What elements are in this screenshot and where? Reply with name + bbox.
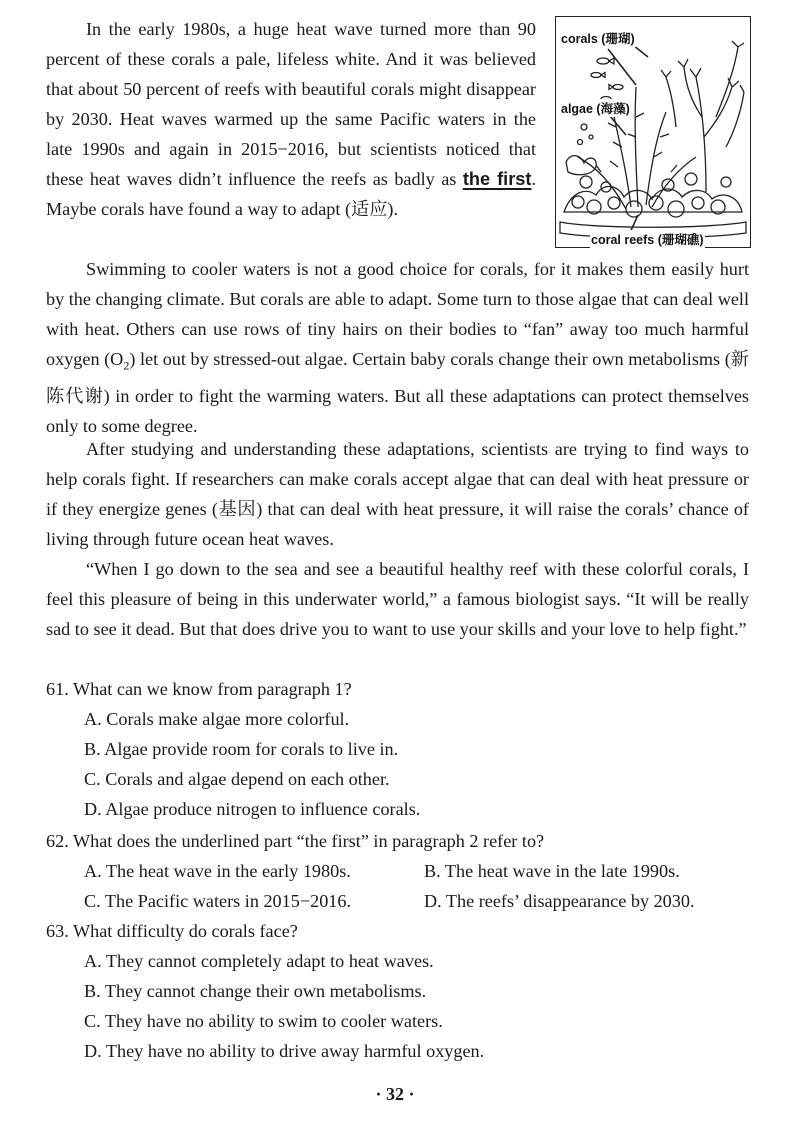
coral-reef-drawing	[556, 17, 749, 246]
paragraph-1-text-start: In the early 1980s, a huge heat wave turned more than 90 percent of these corals a pale, lifeless white. And it was believed that about 50 percent of reefs with beautiful corals might disappear by 2030. Heat waves warmed up the same Pacific waters in the late 1990s and again in 2015−2016, but scientists noticed that these heat waves didn’t influence the reefs as badly as	[46, 19, 536, 189]
oxygen-subscript: 2	[123, 358, 130, 373]
underlined-phrase: the first	[462, 169, 532, 189]
question-63-option-b: B. They cannot change their own metabolisms.	[84, 981, 427, 1001]
coral-reef-illustration	[555, 16, 751, 248]
question-61-option-d: D. Algae produce nitrogen to influence corals.	[84, 799, 421, 819]
question-62-option-b: B. The heat wave in the late 1990s.	[424, 861, 680, 881]
paragraph-2-text-start: Swimming to cooler waters is not a good choice for corals, for it makes them easily hurt by the changing climate. But corals are able to adapt. Some turn to those algae that can deal well with heat. Others can use rows of tiny hairs on their bodies to “fan” away too much harmful oxygen (O	[46, 259, 750, 369]
figure-label-algae: algae (海藻)	[560, 99, 631, 117]
figure-label-corals: corals (珊瑚)	[560, 29, 636, 47]
paragraph-1	[46, 14, 536, 224]
question-62-option-c: C. The Pacific waters in 2015−2016.	[84, 891, 352, 911]
question-61-stem: 61. What can we know from paragraph 1?	[46, 679, 352, 699]
paragraph-4: “When I go down to the sea and see a beautiful healthy reef with these colorful corals, I feel this pleasure of being in this underwater world,” a famous biologist says. “It will be really sad to see it dead. But that does drive you to want to use your skills and your love to help fight.”	[46, 559, 749, 639]
bubbles	[578, 124, 594, 145]
question-61-option-c: C. Corals and algae depend on each other.	[84, 769, 390, 789]
question-62-option-d: D. The reefs’ disappearance by 2030.	[424, 891, 695, 911]
fish-shapes	[591, 58, 623, 102]
figure-label-coral-reefs: coral reefs (珊瑚礁)	[590, 230, 705, 248]
paragraph-2	[46, 254, 749, 441]
question-63-option-d: D. They have no ability to drive away harmful oxygen.	[84, 1041, 485, 1061]
question-61-option-a: A. Corals make algae more colorful.	[84, 709, 350, 729]
paragraph-1-text-end: . Maybe corals have found a way to adapt (适应).	[46, 169, 536, 219]
question-62-option-a: A. The heat wave in the early 1980s.	[84, 861, 351, 881]
question-62-stem: 62. What does the underlined part “the first” in paragraph 2 refer to?	[46, 831, 545, 851]
question-63-stem: 63. What difficulty do corals face?	[46, 921, 298, 941]
question-63-option-a: A. They cannot completely adapt to heat waves.	[84, 951, 434, 971]
paragraph-3: After studying and understanding these adaptations, scientists are trying to find ways to help corals fight. If researchers can make corals accept algae that can deal with heat pressure or if they energize genes (基因) that can deal with heat pressure, it will raise the corals’ chance of living through future ocean heat waves.	[46, 439, 749, 549]
paragraph-2-text-end: ) let out by stressed-out algae. Certain baby corals change their own metabolisms (新陈代谢) in order to fight the warming waters. But all these adaptations can protect themselves only to some degree.	[46, 349, 749, 436]
question-63-option-c: C. They have no ability to swim to cooler waters.	[84, 1011, 443, 1031]
question-61-option-b: B. Algae provide room for corals to live in.	[84, 739, 399, 759]
reef-base	[560, 156, 746, 238]
page-number: · 32 ·	[375, 1084, 415, 1104]
